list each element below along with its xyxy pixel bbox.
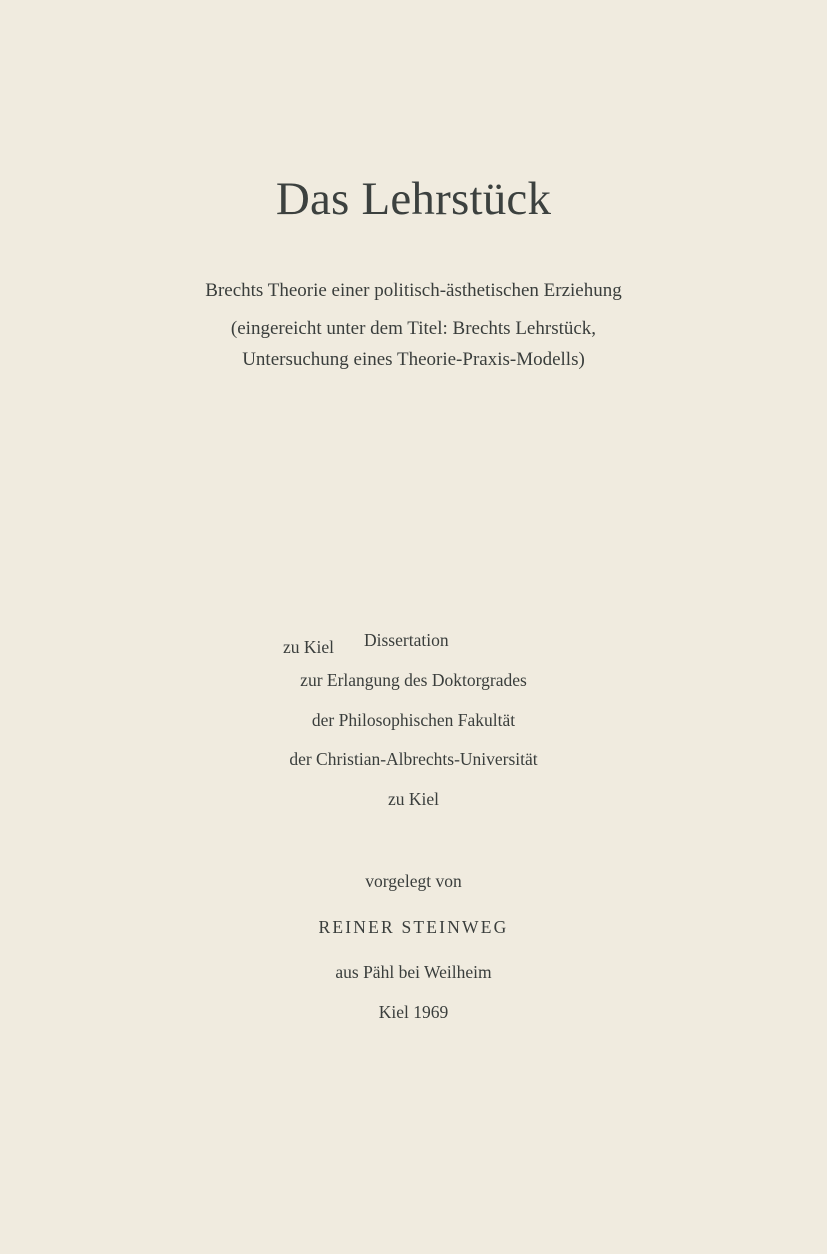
dissertation-line-4: der Christian-Albrechts-Universität [289,749,538,769]
stray-zu-kiel-text: zu Kiel [283,637,335,657]
place-and-year: Kiel 1969 [378,1002,449,1022]
presented-by: vorgelegt von [365,871,462,891]
dissertation-line-3: der Philosophischen Fakultät [311,710,516,730]
dissertation-line-2: zur Erlangung des Doktorgrades [300,670,527,690]
submission-note-line-1: (eingereicht unter dem Titel: Brechts Lehrstück, [230,318,597,339]
book-title: Das Lehrstück [275,173,552,225]
book-subtitle: Brechts Theorie einer politisch-ästhetischen Erziehung [205,280,622,301]
dissertation-line-5: zu Kiel [387,789,440,809]
dissertation-label: Dissertation [364,630,449,650]
author-origin: aus Pähl bei Weilheim [335,962,492,982]
submission-note-line-2: Untersuchung eines Theorie-Praxis-Modells) [242,349,585,370]
author-name: REINER STEINWEG [318,917,509,937]
